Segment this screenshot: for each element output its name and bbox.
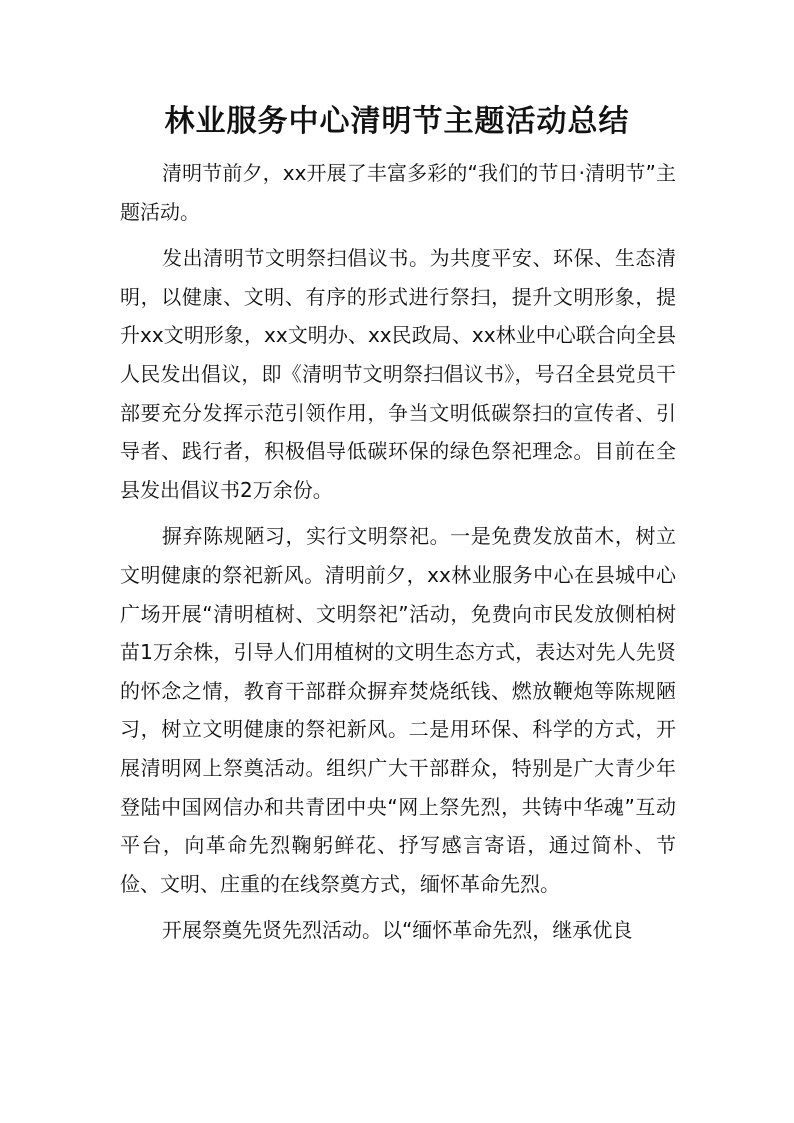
document-body	[120, 154, 676, 958]
paragraph-intro: 清明节前夕，xx开展了丰富多彩的“我们的节日·清明节”主题活动。	[120, 161, 676, 224]
paragraph-initiative: 发出清明节文明祭扫倡议书。为共度平安、环保、生态清明，以健康、文明、有序的形式进行祭扫，提升文明形象，提升xx文明形象，xx文明办、xx民政局、xx林业中心联合向全县人民发出倡议，即《清明节文明祭扫倡议书》，号召全县党员干部要充分发挥示范引领作用，争当文明低碳祭扫的宣传者、引导者、践行者，积极倡导低碳环保的绿色祭祀理念。目前在全县发出倡议书2万余份。	[120, 246, 676, 502]
paragraph-civilized-sacrifice: 摒弃陈规陋习，实行文明祭祀。一是免费发放苗木，树立文明健康的祭祀新风。清明前夕，xx林业服务中心在县城中心广场开展“清明植树、文明祭祀”活动，免费向市民发放侧柏树苗1万余株，引导人们用植树的文明生态方式，表达对先人先贤的怀念之情，教育干部群众摒弃焚烧纸钱、燃放鞭炮等陈规陋习，树立文明健康的祭祀新风。二是用环保、科学的方式，开展清明网上祭奠活动。组织广大干部群众，特别是广大青少年登陆中国网信办和共青团中央“网上祭先烈，共铸中华魂”互动平台，向革命先烈鞠躬鲜花、抒写感言寄语，通过简朴、节俭、文明、庄重的在线祭奠方式，缅怀革命先烈。	[120, 524, 676, 896]
paragraph-memorial-activity: 开展祭奠先贤先烈活动。以“缅怀革命先烈，继承优良	[162, 918, 633, 943]
document-title: 林业服务中心清明节主题活动总结	[164, 104, 630, 139]
